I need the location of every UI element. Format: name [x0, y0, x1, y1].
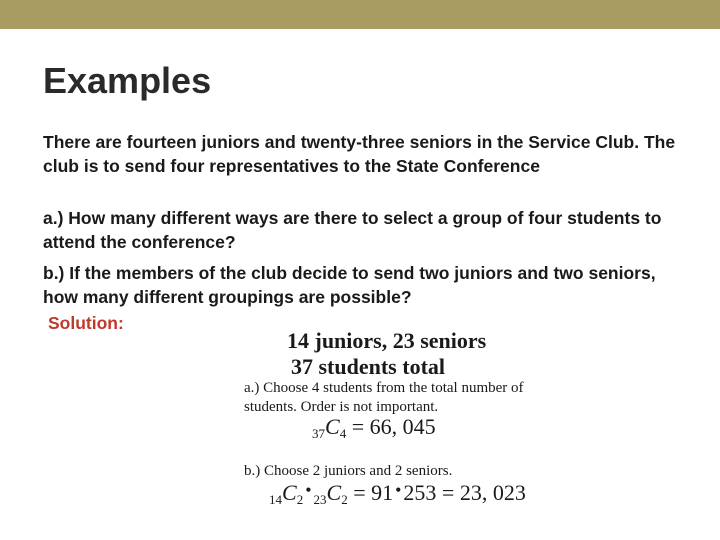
question-a: a.) How many different ways are there to select a group of four students to attend the conference?: [43, 208, 662, 252]
formula-b-n1: 14: [269, 492, 282, 507]
solution-part-b-text: b.) Choose 2 juniors and 2 seniors.: [244, 463, 453, 479]
formula-b-dot1: •: [305, 480, 312, 500]
problem-statement: There are fourteen juniors and twenty-three seniors in the Service Club. The club is to send four representatives to the State Conference: [43, 132, 676, 176]
formula-a: [312, 414, 436, 442]
formula-b-c2: C: [326, 480, 342, 505]
formula-b-rhs: = 91: [353, 480, 394, 505]
question-b: b.) If the members of the club decide to send two juniors and two seniors, how many different groupings are possible?: [43, 263, 656, 307]
solution-heading-total: 37 students total: [291, 354, 446, 379]
formula-b-dot2: •: [395, 480, 402, 500]
slide-title: Examples: [43, 60, 212, 101]
formula-b-n2: 23: [313, 492, 327, 507]
top-bar: [0, 0, 720, 29]
formula-b-k2: 2: [341, 492, 348, 507]
formula-b-k1: 2: [296, 492, 304, 507]
solution-label: Solution:: [48, 313, 124, 333]
formula-b-rhs2: 253 = 23, 023: [403, 480, 526, 505]
formula-a-n: 37: [312, 426, 325, 441]
formula-a-k: 4: [339, 426, 347, 441]
solution-image: [240, 322, 570, 517]
formula-a-result: = 66, 045: [351, 414, 436, 439]
formula-b: [269, 480, 526, 508]
solution-part-a-text: a.) Choose 4 students from the total number of students. Order is not important.: [244, 380, 524, 415]
solution-heading-counts: 14 juniors, 23 seniors: [287, 328, 487, 353]
formula-b-c1: C: [282, 480, 297, 505]
formula-a-c: C: [325, 414, 340, 439]
